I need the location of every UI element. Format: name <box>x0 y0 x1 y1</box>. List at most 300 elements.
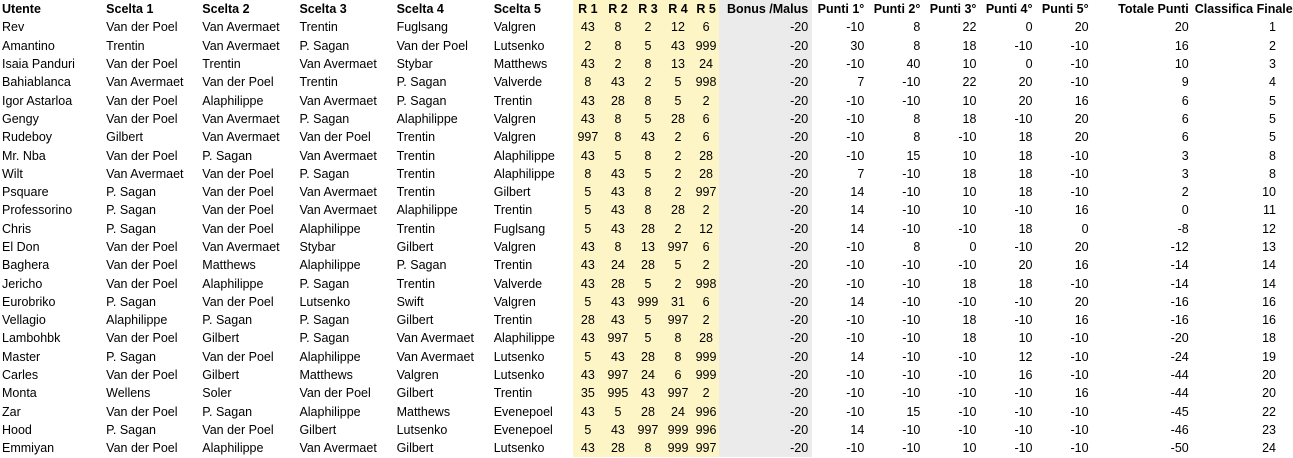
table-cell[interactable]: 2 <box>693 311 719 329</box>
table-cell[interactable]: Gilbert <box>202 331 240 346</box>
table-cell[interactable]: -10 <box>902 349 921 364</box>
table-cell[interactable]: 10 <box>962 441 977 456</box>
column-header[interactable]: Totale Punti <box>1118 2 1189 17</box>
table-cell[interactable]: Gilbert <box>396 441 434 456</box>
table-cell[interactable]: 43 <box>603 311 633 329</box>
table-cell[interactable]: 8 <box>633 439 663 457</box>
table-cell[interactable]: 8 <box>663 348 693 366</box>
table-cell[interactable]: 12 <box>663 18 693 36</box>
table-cell[interactable]: 43 <box>603 165 633 183</box>
table-cell[interactable]: 997 <box>603 329 633 347</box>
table-cell[interactable]: 997 <box>573 128 603 146</box>
table-cell[interactable]: Trentin <box>106 38 145 53</box>
table-row[interactable] <box>0 274 1280 292</box>
table-cell[interactable]: 16 <box>1074 313 1089 328</box>
table-cell[interactable]: -10 <box>958 386 977 401</box>
table-cell[interactable]: -20 <box>719 220 812 238</box>
table-cell[interactable]: 28 <box>603 274 633 292</box>
table-cell[interactable]: Alaphilippe <box>106 313 168 328</box>
table-cell[interactable]: 5 <box>573 348 603 366</box>
table-cell[interactable]: 4 <box>1269 75 1276 90</box>
table-cell[interactable]: 43 <box>573 146 603 164</box>
table-cell[interactable]: Swift <box>396 294 424 309</box>
table-cell[interactable]: 43 <box>573 18 603 36</box>
table-cell[interactable]: 0 <box>1081 221 1089 236</box>
table-row[interactable] <box>0 403 1280 421</box>
table-cell[interactable]: 10 <box>1262 185 1276 200</box>
table-cell[interactable]: 22 <box>962 75 977 90</box>
table-cell[interactable]: 5 <box>633 311 663 329</box>
table-cell[interactable]: 999 <box>693 366 719 384</box>
table-cell[interactable]: -20 <box>719 37 812 55</box>
table-cell[interactable]: -10 <box>902 185 921 200</box>
table-cell[interactable]: Alaphilippe <box>202 93 264 108</box>
table-cell[interactable]: -10 <box>1070 38 1089 53</box>
table-cell[interactable]: 20 <box>1074 240 1089 254</box>
table-cell[interactable]: -10 <box>846 441 865 456</box>
table-cell[interactable]: 8 <box>913 20 921 35</box>
table-cell[interactable]: -10 <box>902 75 921 90</box>
table-cell[interactable]: -50 <box>1170 441 1189 456</box>
table-cell[interactable]: 14 <box>850 203 865 218</box>
table-cell[interactable]: Van der Poel <box>106 148 178 163</box>
table-cell[interactable]: -10 <box>846 130 865 145</box>
table-cell[interactable]: Van der Poel <box>106 57 178 72</box>
table-cell[interactable]: 5 <box>633 274 663 292</box>
table-cell[interactable]: -10 <box>958 221 977 236</box>
table-cell[interactable]: 18 <box>1018 185 1033 200</box>
table-cell[interactable]: 28 <box>633 220 663 238</box>
table-cell[interactable]: P. Sagan <box>106 422 156 437</box>
table-cell[interactable]: 997 <box>663 311 693 329</box>
column-header[interactable]: Punti 5° <box>1041 2 1089 17</box>
table-cell[interactable]: 18 <box>1018 221 1033 236</box>
table-cell[interactable]: Stybar <box>396 57 433 72</box>
table-cell[interactable]: 2 <box>663 220 693 238</box>
table-cell[interactable]: Van Avermaet <box>299 185 377 200</box>
table-cell[interactable]: Gilbert <box>493 185 531 200</box>
table-cell[interactable]: 8 <box>603 18 633 36</box>
table-cell[interactable]: 35 <box>573 384 603 402</box>
table-cell[interactable]: Trentin <box>493 386 533 401</box>
table-cell[interactable]: 5 <box>573 220 603 238</box>
table-cell[interactable]: -10 <box>846 148 865 163</box>
table-cell[interactable]: Van der Poel <box>202 294 274 309</box>
table-cell[interactable]: 13 <box>1262 240 1276 254</box>
table-cell[interactable]: 18 <box>1262 331 1276 346</box>
table-cell[interactable]: Lambohbk <box>2 331 61 346</box>
column-header[interactable]: Utente <box>2 2 41 17</box>
table-cell[interactable]: -10 <box>1014 386 1033 401</box>
table-cell[interactable]: 43 <box>603 183 633 201</box>
table-cell[interactable]: Van der Poel <box>106 331 178 346</box>
table-cell[interactable]: Gilbert <box>299 422 337 437</box>
table-row[interactable] <box>0 238 1280 256</box>
table-cell[interactable]: Alaphilippe <box>202 276 264 291</box>
table-cell[interactable]: Trentin <box>493 313 533 328</box>
table-cell[interactable]: -10 <box>1014 294 1033 309</box>
table-cell[interactable]: -10 <box>958 404 977 419</box>
table-cell[interactable]: 16 <box>1074 258 1089 273</box>
column-header[interactable]: R 4 <box>663 0 693 18</box>
table-cell[interactable]: 14 <box>850 185 865 200</box>
table-cell[interactable]: 5 <box>663 73 693 91</box>
table-cell[interactable]: Alaphilippe <box>202 441 264 456</box>
table-cell[interactable]: Van Avermaet <box>299 148 377 163</box>
table-row[interactable] <box>0 18 1280 36</box>
table-cell[interactable]: Trentin <box>396 185 436 200</box>
table-cell[interactable]: 14 <box>850 422 865 437</box>
table-cell[interactable]: 43 <box>603 201 633 219</box>
table-cell[interactable]: Trentin <box>396 148 436 163</box>
table-row[interactable] <box>0 348 1280 366</box>
table-cell[interactable]: 995 <box>603 384 633 402</box>
table-cell[interactable]: Van Avermaet <box>299 203 377 218</box>
table-cell[interactable]: 996 <box>693 421 719 439</box>
table-cell[interactable]: 3 <box>1181 148 1189 163</box>
table-cell[interactable]: Gilbert <box>396 240 434 254</box>
table-cell[interactable]: 20 <box>1074 111 1089 126</box>
table-cell[interactable]: Alaphilippe <box>299 404 361 419</box>
table-cell[interactable]: -10 <box>902 368 921 383</box>
table-cell[interactable]: 6 <box>693 238 719 256</box>
table-cell[interactable]: -10 <box>1070 57 1089 72</box>
table-cell[interactable]: 7 <box>857 75 865 90</box>
table-cell[interactable]: 15 <box>906 148 921 163</box>
column-header[interactable]: Classifica Finale <box>1194 2 1293 17</box>
table-cell[interactable]: 18 <box>1018 148 1033 163</box>
table-cell[interactable]: 8 <box>633 91 663 109</box>
table-cell[interactable]: 10 <box>962 203 977 218</box>
table-cell[interactable]: 28 <box>693 146 719 164</box>
table-cell[interactable]: 14 <box>850 221 865 236</box>
table-cell[interactable]: Trentin <box>493 258 533 273</box>
table-cell[interactable]: 2 <box>633 73 663 91</box>
table-cell[interactable]: -10 <box>846 404 865 419</box>
table-cell[interactable]: 2 <box>693 256 719 274</box>
table-cell[interactable]: 20 <box>1074 294 1089 309</box>
table-cell[interactable]: -10 <box>902 441 921 456</box>
table-cell[interactable]: -20 <box>719 183 812 201</box>
table-cell[interactable]: 5 <box>663 91 693 109</box>
table-cell[interactable]: 8 <box>633 201 663 219</box>
table-cell[interactable]: -10 <box>902 276 921 291</box>
table-cell[interactable]: P. Sagan <box>299 276 350 291</box>
table-cell[interactable]: 2 <box>573 37 603 55</box>
table-cell[interactable]: 10 <box>962 93 977 108</box>
table-cell[interactable]: -16 <box>1170 313 1189 328</box>
table-cell[interactable]: 16 <box>1074 93 1089 108</box>
table-row[interactable] <box>0 329 1280 347</box>
table-cell[interactable]: -10 <box>958 368 977 383</box>
table-cell[interactable]: -10 <box>1070 422 1089 437</box>
table-cell[interactable]: P. Sagan <box>106 349 156 364</box>
table-cell[interactable]: Gengy <box>2 111 39 126</box>
table-cell[interactable]: Van der Poel <box>106 404 178 419</box>
table-cell[interactable]: P. Sagan <box>299 38 350 53</box>
table-cell[interactable]: 5 <box>1269 111 1276 126</box>
table-cell[interactable]: 43 <box>633 128 663 146</box>
column-header[interactable]: R 1 <box>573 0 603 18</box>
table-cell[interactable]: -10 <box>846 368 865 383</box>
column-header[interactable]: Punti 4° <box>985 2 1033 17</box>
table-cell[interactable]: 8 <box>913 111 921 126</box>
table-cell[interactable]: 8 <box>633 55 663 73</box>
table-cell[interactable]: 20 <box>1018 93 1033 108</box>
table-cell[interactable]: 8 <box>913 38 921 53</box>
table-cell[interactable]: 2 <box>633 18 663 36</box>
table-cell[interactable]: 2 <box>663 165 693 183</box>
table-cell[interactable]: 2 <box>693 91 719 109</box>
table-cell[interactable]: P. Sagan <box>106 294 156 309</box>
table-cell[interactable]: 22 <box>1262 404 1276 419</box>
table-cell[interactable]: 2 <box>663 146 693 164</box>
table-cell[interactable]: Gilbert <box>106 130 143 145</box>
table-cell[interactable]: 43 <box>573 256 603 274</box>
table-cell[interactable]: 16 <box>1262 313 1276 328</box>
table-cell[interactable]: Emmiyan <box>2 441 55 456</box>
table-cell[interactable]: Trentin <box>493 203 533 218</box>
table-cell[interactable]: P. Sagan <box>396 75 447 90</box>
table-cell[interactable]: -20 <box>719 384 812 402</box>
table-cell[interactable]: Zar <box>2 404 21 419</box>
table-cell[interactable]: Alaphilippe <box>299 258 361 273</box>
table-cell[interactable]: Alaphilippe <box>493 331 555 346</box>
table-cell[interactable]: 18 <box>962 276 977 291</box>
table-cell[interactable]: Evenepoel <box>493 422 553 437</box>
table-cell[interactable]: P. Sagan <box>202 148 253 163</box>
table-cell[interactable]: -20 <box>719 110 812 128</box>
table-cell[interactable]: 24 <box>633 366 663 384</box>
table-cell[interactable]: 1 <box>1269 20 1276 35</box>
table-cell[interactable]: 997 <box>663 384 693 402</box>
table-cell[interactable]: -10 <box>902 203 921 218</box>
table-cell[interactable]: -10 <box>1014 404 1033 419</box>
table-cell[interactable]: -10 <box>1070 404 1089 419</box>
table-cell[interactable]: Van der Poel <box>106 276 178 291</box>
table-cell[interactable]: 24 <box>1262 441 1276 456</box>
table-cell[interactable]: Van Avermaet <box>299 57 377 72</box>
table-cell[interactable]: -20 <box>719 348 812 366</box>
table-cell[interactable]: Van der Poel <box>202 75 274 90</box>
table-cell[interactable]: 40 <box>906 57 921 72</box>
table-cell[interactable]: 999 <box>693 348 719 366</box>
table-cell[interactable]: 31 <box>663 293 693 311</box>
table-cell[interactable]: 10 <box>1018 331 1033 346</box>
table-cell[interactable]: Soler <box>202 386 232 401</box>
table-cell[interactable]: 8 <box>1269 148 1276 163</box>
table-cell[interactable]: Professorino <box>2 203 73 218</box>
table-cell[interactable]: 5 <box>633 165 663 183</box>
table-cell[interactable]: Trentin <box>299 20 338 35</box>
table-cell[interactable]: P. Sagan <box>202 404 253 419</box>
table-cell[interactable]: 18 <box>1018 276 1033 291</box>
table-cell[interactable]: 2 <box>693 384 719 402</box>
table-cell[interactable]: Gilbert <box>396 313 434 328</box>
table-row[interactable] <box>0 37 1280 55</box>
table-cell[interactable]: -20 <box>1170 331 1189 346</box>
table-cell[interactable]: 6 <box>693 110 719 128</box>
table-cell[interactable]: 20 <box>1018 75 1033 90</box>
table-cell[interactable]: -10 <box>1070 185 1089 200</box>
table-cell[interactable]: Van der Poel <box>299 386 371 401</box>
table-cell[interactable]: Van der Poel <box>106 240 178 254</box>
table-cell[interactable]: 28 <box>663 110 693 128</box>
table-cell[interactable]: P. Sagan <box>299 331 350 346</box>
table-cell[interactable]: 43 <box>603 220 633 238</box>
table-cell[interactable]: -44 <box>1170 368 1189 383</box>
table-cell[interactable]: -10 <box>1014 441 1033 456</box>
table-cell[interactable]: Van der Poel <box>299 130 371 145</box>
table-cell[interactable]: Alaphilippe <box>396 111 458 126</box>
table-row[interactable] <box>0 366 1280 384</box>
table-cell[interactable]: Alaphilippe <box>493 148 555 163</box>
table-cell[interactable]: 43 <box>573 91 603 109</box>
table-cell[interactable]: 6 <box>693 293 719 311</box>
table-cell[interactable]: -10 <box>846 386 865 401</box>
table-cell[interactable]: -10 <box>846 313 865 328</box>
table-cell[interactable]: -10 <box>1070 148 1089 163</box>
table-cell[interactable]: 12 <box>693 220 719 238</box>
table-cell[interactable]: -10 <box>958 349 977 364</box>
table-cell[interactable]: Rev <box>2 20 25 35</box>
table-cell[interactable]: 5 <box>573 183 603 201</box>
table-cell[interactable]: 2 <box>693 201 719 219</box>
table-cell[interactable]: -20 <box>719 201 812 219</box>
table-cell[interactable]: 6 <box>693 18 719 36</box>
table-cell[interactable]: -10 <box>902 294 921 309</box>
table-cell[interactable]: 997 <box>633 421 663 439</box>
table-cell[interactable]: 43 <box>573 55 603 73</box>
table-cell[interactable]: 20 <box>1174 20 1189 35</box>
table-cell[interactable]: 5 <box>573 201 603 219</box>
table-cell[interactable]: -10 <box>902 221 921 236</box>
table-cell[interactable]: 8 <box>603 238 633 256</box>
table-cell[interactable]: 14 <box>1262 276 1276 291</box>
table-cell[interactable]: 14 <box>850 349 865 364</box>
table-cell[interactable]: 0 <box>1181 203 1189 218</box>
table-cell[interactable]: P. Sagan <box>396 258 447 273</box>
table-cell[interactable]: Alaphilippe <box>493 166 555 181</box>
table-cell[interactable]: 999 <box>693 37 719 55</box>
table-cell[interactable]: -12 <box>1170 240 1189 254</box>
table-row[interactable] <box>0 421 1280 439</box>
table-cell[interactable]: 2 <box>1181 185 1189 200</box>
table-cell[interactable]: Van der Poel <box>202 185 274 200</box>
table-cell[interactable]: 18 <box>962 38 977 53</box>
table-cell[interactable]: 12 <box>1262 221 1276 236</box>
table-cell[interactable]: Van der Poel <box>106 111 178 126</box>
table-cell[interactable]: Gilbert <box>202 368 240 383</box>
table-cell[interactable]: Trentin <box>396 166 436 181</box>
table-cell[interactable]: 998 <box>693 274 719 292</box>
table-cell[interactable]: Van Avermaet <box>299 93 377 108</box>
table-cell[interactable]: 28 <box>633 348 663 366</box>
table-cell[interactable]: Van Avermaet <box>106 75 184 90</box>
table-cell[interactable]: Valgren <box>493 111 536 126</box>
table-cell[interactable]: Master <box>2 349 41 364</box>
table-cell[interactable]: Valverde <box>493 276 543 291</box>
table-cell[interactable]: P. Sagan <box>202 313 253 328</box>
table-row[interactable] <box>0 293 1280 311</box>
table-cell[interactable]: 999 <box>633 293 663 311</box>
table-cell[interactable]: -10 <box>1014 38 1033 53</box>
table-cell[interactable]: Chris <box>2 221 32 236</box>
table-cell[interactable]: Van Avermaet <box>299 441 377 456</box>
table-cell[interactable]: 28 <box>603 91 633 109</box>
table-cell[interactable]: Van der Poel <box>202 422 274 437</box>
table-cell[interactable]: Amantino <box>2 38 55 53</box>
table-cell[interactable]: -20 <box>719 238 812 256</box>
table-cell[interactable]: 19 <box>1262 349 1276 364</box>
table-cell[interactable]: Van Avermaet <box>396 331 474 346</box>
table-cell[interactable]: 8 <box>663 329 693 347</box>
table-cell[interactable]: 9 <box>1181 75 1189 90</box>
table-cell[interactable]: 12 <box>1018 349 1033 364</box>
table-cell[interactable]: P. Sagan <box>299 313 350 328</box>
table-cell[interactable]: -10 <box>1014 111 1033 126</box>
table-cell[interactable]: El Don <box>2 240 40 254</box>
table-cell[interactable]: Igor Astarloa <box>2 93 73 108</box>
table-row[interactable] <box>0 128 1280 146</box>
table-cell[interactable]: 6 <box>1181 111 1189 126</box>
table-cell[interactable]: 996 <box>693 403 719 421</box>
table-cell[interactable]: Trentin <box>396 276 436 291</box>
table-cell[interactable]: Van Avermaet <box>202 20 280 35</box>
table-cell[interactable]: 998 <box>693 73 719 91</box>
table-cell[interactable]: 2 <box>1269 38 1276 53</box>
table-cell[interactable]: 5 <box>603 146 633 164</box>
table-cell[interactable]: Gilbert <box>396 386 434 401</box>
table-cell[interactable]: Mr. Nba <box>2 148 46 163</box>
table-cell[interactable]: 997 <box>693 439 719 457</box>
table-cell[interactable]: Lutsenko <box>299 294 351 309</box>
table-cell[interactable]: 24 <box>663 403 693 421</box>
table-cell[interactable]: 20 <box>1074 20 1089 35</box>
table-cell[interactable]: -10 <box>902 313 921 328</box>
table-cell[interactable]: Van der Poel <box>396 38 468 53</box>
table-row[interactable] <box>0 311 1280 329</box>
table-cell[interactable]: 16 <box>1262 294 1276 309</box>
table-cell[interactable]: -10 <box>902 422 921 437</box>
table-cell[interactable]: 13 <box>663 55 693 73</box>
table-cell[interactable]: 16 <box>1074 386 1089 401</box>
table-cell[interactable]: 43 <box>603 421 633 439</box>
table-cell[interactable]: -20 <box>719 128 812 146</box>
table-cell[interactable]: 16 <box>1018 368 1033 383</box>
table-cell[interactable]: Isaia Panduri <box>2 57 75 72</box>
table-cell[interactable]: Alaphilippe <box>299 349 361 364</box>
table-row[interactable] <box>0 439 1280 457</box>
table-cell[interactable]: Van Avermaet <box>202 38 280 53</box>
table-cell[interactable]: Valgren <box>493 20 536 35</box>
table-cell[interactable]: 8 <box>573 73 603 91</box>
table-row[interactable] <box>0 110 1280 128</box>
table-cell[interactable]: -10 <box>846 331 865 346</box>
table-cell[interactable]: 43 <box>573 439 603 457</box>
table-cell[interactable]: Valgren <box>396 368 439 383</box>
table-cell[interactable]: -10 <box>958 258 977 273</box>
table-cell[interactable]: Matthews <box>396 404 451 419</box>
table-cell[interactable]: 8 <box>603 37 633 55</box>
table-cell[interactable]: 8 <box>573 165 603 183</box>
table-cell[interactable]: 43 <box>573 403 603 421</box>
table-cell[interactable]: 6 <box>1181 130 1189 145</box>
table-cell[interactable]: -46 <box>1170 422 1189 437</box>
table-cell[interactable]: -10 <box>1070 349 1089 364</box>
table-cell[interactable]: 43 <box>603 293 633 311</box>
table-cell[interactable]: Van Avermaet <box>106 166 184 181</box>
